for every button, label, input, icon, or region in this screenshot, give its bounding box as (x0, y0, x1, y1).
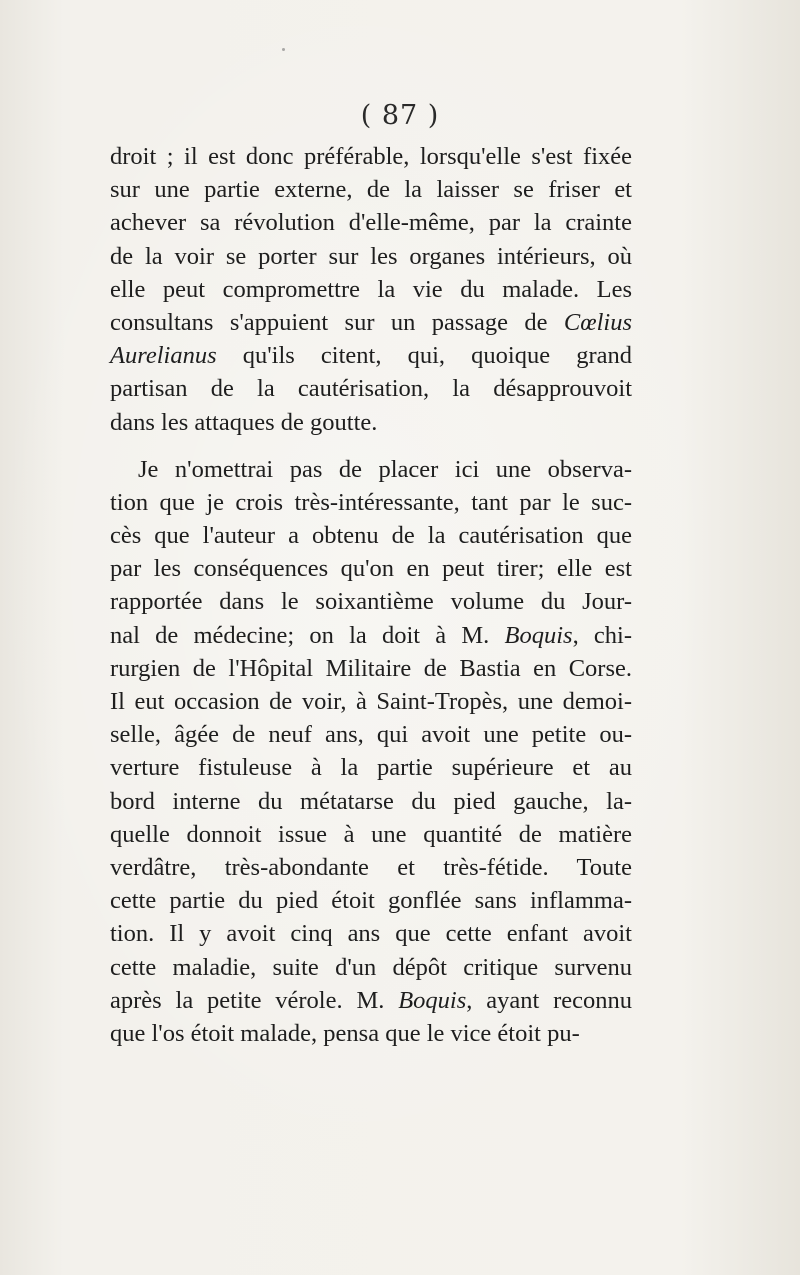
text-run: achever sa révolution d'elle-même, par la crainte (110, 209, 632, 237)
text-line (110, 453, 632, 486)
text-line (110, 140, 632, 173)
text-run: verdâtre, très-abondante et très-fétide. Toute (110, 853, 632, 881)
text-line (110, 785, 632, 818)
text-run: partisan de la cautérisation, la désapprouvoit (110, 375, 632, 403)
italic-text: Boquis (398, 986, 467, 1014)
text-line (110, 585, 632, 618)
text-run: elle peut compromettre la vie du malade. Les (110, 275, 632, 303)
page-number: ( 87 ) (360, 100, 440, 131)
text-run: tion. Il y avoit cinq ans que cette enfant avoit (110, 920, 632, 948)
text-run: nal de médecine; on la doit à M. (110, 621, 505, 649)
paragraph-gap (110, 439, 632, 453)
text-run: qu'ils citent, qui, quoique grand (216, 342, 632, 370)
italic-text: Cœlius (563, 308, 632, 336)
text-run: Il eut occasion de voir, à Saint-Tropès, une demoi- (110, 688, 632, 715)
text-line (110, 652, 632, 685)
text-run: cette partie du pied étoit gonflée sans inflamma- (110, 887, 632, 915)
text-line (110, 173, 632, 206)
text-line (110, 406, 632, 439)
text-line (110, 818, 632, 851)
text-line (110, 984, 632, 1017)
paragraph (110, 140, 632, 439)
text-run: dans les attaques de goutte. (110, 408, 378, 436)
text-run: quelle donnoit issue à une quantité de matière (110, 820, 632, 848)
text-run: de la voir se porter sur les organes intérieurs, où (110, 242, 632, 270)
text-run: , ayant reconnu (466, 986, 632, 1014)
text-run: verture fistuleuse à la partie supérieure et au (110, 754, 632, 782)
text-line (110, 206, 632, 239)
text-run: que l'os étoit malade, pensa que le vice étoit pu- (110, 1019, 580, 1047)
text-line (110, 685, 632, 718)
text-line (110, 851, 632, 884)
text-line (110, 372, 632, 405)
paragraph (110, 453, 632, 1050)
text-line (110, 273, 632, 306)
text-line (110, 339, 632, 372)
text-run: après la petite vérole. M. (110, 986, 399, 1014)
text-run: tion que je crois très-intéressante, tant par le suc- (110, 488, 632, 516)
text-line (110, 951, 632, 984)
text-run: cès que l'auteur a obtenu de la cautérisation que (110, 522, 632, 550)
body-text (110, 140, 632, 1050)
text-run: cette maladie, suite d'un dépôt critique survenu (110, 953, 632, 981)
italic-text: Boquis (504, 621, 573, 649)
text-line (110, 519, 632, 552)
text-line (110, 1017, 632, 1050)
text-line (110, 917, 632, 950)
text-run: rurgien de l'Hôpital Militaire de Bastia en Corse. (110, 654, 632, 682)
text-line (110, 619, 632, 652)
text-run: , chi- (572, 621, 632, 649)
ink-speck (282, 48, 285, 51)
italic-text: Aurelianus (110, 342, 217, 370)
text-line (110, 240, 632, 273)
text-run: droit ; il est donc préférable, lorsqu'elle s'est fixée (110, 143, 632, 170)
text-run: selle, âgée de neuf ans, qui avoit une petite ou- (110, 721, 632, 749)
text-line (110, 884, 632, 917)
text-run: consultans s'appuient sur un passage de (110, 308, 564, 336)
text-line (110, 486, 632, 519)
text-run: Je n'omettrai pas de placer ici une observa- (138, 455, 632, 483)
text-line (110, 306, 632, 339)
text-line (110, 751, 632, 784)
text-run: sur une partie externe, de la laisser se friser et (110, 176, 632, 204)
text-run: rapportée dans le soixantième volume du Jour- (110, 588, 632, 616)
text-line (110, 552, 632, 585)
text-run: par les conséquences qu'on en peut tirer; elle est (110, 555, 632, 583)
text-run: bord interne du métatarse du pied gauche, la- (110, 787, 632, 815)
text-line (110, 718, 632, 751)
